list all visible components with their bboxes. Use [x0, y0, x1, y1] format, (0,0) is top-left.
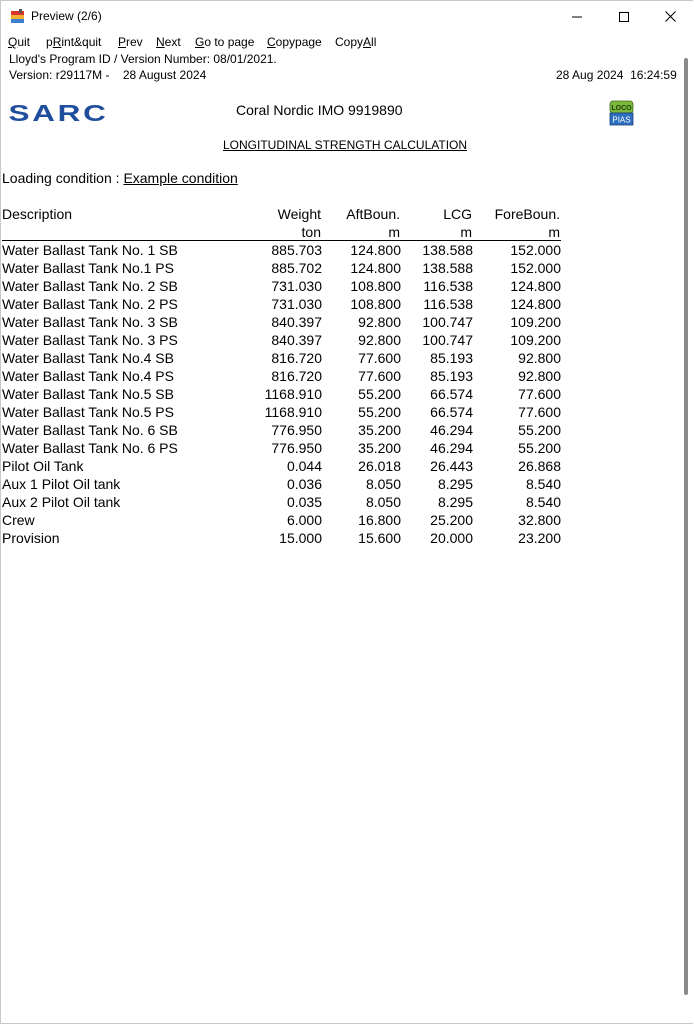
pias-logo-text: PIAS — [612, 115, 631, 125]
table-cell: 35.200 — [358, 422, 401, 438]
menu-copyall[interactable] — [335, 35, 376, 49]
scrollbar-thumb[interactable] — [684, 58, 688, 995]
table-cell: Water Ballast Tank No.1 PS — [2, 260, 174, 276]
menu-goto-post: o to page — [204, 35, 255, 49]
table-cell: 885.703 — [271, 242, 322, 258]
table-cell: 124.800 — [350, 242, 401, 258]
table-cell: 85.193 — [430, 350, 473, 366]
table-cell: 66.574 — [430, 386, 473, 402]
table-row — [2, 241, 561, 259]
table-cell: 0.035 — [286, 494, 322, 510]
table-cell: 35.200 — [358, 440, 401, 456]
table-cell: Water Ballast Tank No. 6 PS — [2, 440, 178, 456]
table-cell: 1168.910 — [264, 404, 322, 420]
table-cell: 8.540 — [525, 494, 561, 510]
calculation-title: LONGITUDINAL STRENGTH CALCULATION — [223, 138, 468, 152]
table-cell: 15.000 — [279, 530, 322, 546]
table-row — [2, 367, 561, 385]
table-cell: Aux 1 Pilot Oil tank — [2, 476, 121, 492]
table-cell: 0.044 — [286, 458, 322, 474]
table-cell: 55.200 — [518, 440, 561, 456]
table-cell: 85.193 — [430, 368, 473, 384]
loco-logo-text: LOCO — [611, 105, 632, 112]
table-cell: 776.950 — [271, 422, 322, 438]
table-cell: 100.747 — [422, 332, 473, 348]
table-cell: Water Ballast Tank No. 3 PS — [2, 332, 178, 348]
table-row — [2, 421, 561, 439]
menu-quit-key: Q — [8, 35, 18, 49]
table-cell: 20.000 — [430, 530, 473, 546]
menu-copyall-pre: Copy — [335, 35, 364, 49]
table-cell: 124.800 — [510, 278, 561, 294]
minimize-icon — [572, 12, 582, 22]
table-cell: 731.030 — [271, 278, 322, 294]
table-cell: Pilot Oil Tank — [2, 458, 84, 474]
table-cell: 23.200 — [518, 530, 561, 546]
table-cell: 116.538 — [423, 278, 473, 294]
table-cell: 8.050 — [365, 494, 401, 510]
table-row — [2, 313, 561, 331]
menu-quit[interactable] — [8, 35, 30, 49]
table-cell: 816.720 — [271, 350, 322, 366]
menu-print-post: int&quit — [61, 35, 102, 49]
table-cell: 26.018 — [358, 458, 401, 474]
menu-print-key: R — [52, 35, 62, 49]
table-row — [2, 511, 561, 529]
program-id: Lloyd's Program ID / Version Number: 08/01/2021. — [9, 52, 277, 66]
table-cell: 100.747 — [422, 314, 473, 330]
menu-copyall-post: ll — [371, 35, 377, 49]
table-cell: Provision — [2, 530, 60, 546]
col-head-aftboun: AftBoun. — [346, 206, 400, 222]
table-cell: 840.397 — [271, 332, 322, 348]
table-cell: 55.200 — [358, 386, 401, 402]
menu-quit-post: uit — [17, 35, 31, 49]
table-row — [2, 277, 561, 295]
table-cell: 92.800 — [358, 314, 401, 330]
table-row — [2, 457, 561, 475]
title-bar[interactable] — [1, 1, 693, 32]
table-cell: 138.588 — [422, 242, 473, 258]
table-cell: 66.574 — [430, 404, 473, 420]
strength-table-body — [2, 241, 561, 547]
col-head-foreboun: ForeBoun. — [494, 206, 560, 222]
menu-prev[interactable] — [118, 35, 143, 49]
report-page — [2, 51, 680, 1023]
table-cell: 55.200 — [518, 422, 561, 438]
table-cell: 152.000 — [510, 242, 561, 258]
table-cell: Aux 2 Pilot Oil tank — [2, 494, 121, 510]
unit-foreboun: m — [548, 224, 560, 240]
loading-condition-label: Loading condition : — [2, 170, 124, 186]
close-icon — [665, 11, 676, 22]
table-cell: 840.397 — [271, 314, 322, 330]
sarc-logo-text: SARC — [8, 103, 109, 123]
table-cell: Crew — [2, 512, 35, 528]
minimize-button[interactable] — [554, 1, 600, 32]
table-cell: 46.294 — [430, 440, 473, 456]
menu-print-and-quit[interactable] — [46, 35, 101, 49]
app-icon — [10, 9, 25, 24]
menu-next-post: ext — [164, 35, 181, 49]
table-cell: 77.600 — [518, 386, 561, 402]
table-cell: 26.868 — [518, 458, 561, 474]
table-cell: 152.000 — [510, 260, 561, 276]
table-cell: 124.800 — [510, 296, 561, 312]
table-row — [2, 331, 561, 349]
table-cell: 816.720 — [271, 368, 322, 384]
table-cell: Water Ballast Tank No.4 PS — [2, 368, 174, 384]
table-cell: 92.800 — [358, 332, 401, 348]
loading-condition — [2, 170, 238, 186]
table-cell: 1168.910 — [264, 386, 322, 402]
table-cell: 16.800 — [358, 512, 401, 528]
menu-goto-key: G — [195, 35, 205, 49]
ship-title: Coral Nordic IMO 9919890 — [236, 102, 403, 118]
sarc-logo — [8, 103, 109, 123]
menu-go-to-page[interactable] — [195, 35, 254, 49]
version-line: Version: r29117M - 28 August 2024 — [9, 68, 207, 82]
table-row — [2, 493, 561, 511]
report-datetime: 28 Aug 2024 16:24:59 — [556, 68, 677, 82]
vertical-scrollbar[interactable] — [681, 51, 693, 1023]
table-cell: Water Ballast Tank No. 2 PS — [2, 296, 178, 312]
strength-table — [2, 241, 561, 547]
table-cell: 0.036 — [286, 476, 322, 492]
col-head-lcg: LCG — [443, 206, 472, 222]
table-cell: 15.600 — [358, 530, 401, 546]
table-cell: 108.800 — [350, 278, 401, 294]
loading-condition-value: Example condition — [123, 170, 238, 186]
col-head-weight: Weight — [277, 206, 321, 222]
maximize-button[interactable] — [601, 1, 647, 32]
table-row — [2, 439, 561, 457]
table-cell: 25.200 — [430, 512, 473, 528]
table-cell: 77.600 — [358, 350, 401, 366]
menu-prev-key: P — [118, 35, 127, 49]
unit-lcg: m — [460, 224, 472, 240]
menu-prev-post: rev — [126, 35, 143, 49]
table-cell: 77.600 — [358, 368, 401, 384]
table-row — [2, 259, 561, 277]
table-cell: 92.800 — [518, 350, 561, 366]
close-button[interactable] — [647, 1, 693, 32]
table-cell: Water Ballast Tank No. 1 SB — [2, 242, 178, 258]
table-cell: 55.200 — [358, 404, 401, 420]
table-cell: 46.294 — [430, 422, 473, 438]
menu-next[interactable] — [156, 35, 181, 49]
unit-aftboun: m — [388, 224, 400, 240]
menu-bar — [1, 32, 693, 52]
table-row — [2, 529, 561, 547]
loco-pias-logo — [609, 100, 634, 126]
maximize-icon — [619, 12, 629, 22]
menu-copypage-key: C — [267, 35, 276, 49]
table-cell: 776.950 — [271, 440, 322, 456]
table-row — [2, 295, 561, 313]
unit-weight: ton — [301, 224, 321, 240]
table-row — [2, 403, 561, 421]
table-cell: 116.538 — [423, 296, 473, 312]
table-cell: 731.030 — [271, 296, 322, 312]
table-cell: Water Ballast Tank No. 6 SB — [2, 422, 178, 438]
window-title: Preview (2/6) — [31, 9, 102, 23]
table-cell: 124.800 — [350, 260, 401, 276]
table-row — [2, 349, 561, 367]
table-cell: 8.295 — [437, 494, 473, 510]
table-cell: Water Ballast Tank No.4 SB — [2, 350, 174, 366]
table-cell: 885.702 — [271, 260, 322, 276]
table-cell: 8.540 — [525, 476, 561, 492]
table-cell: Water Ballast Tank No. 2 SB — [2, 278, 178, 294]
table-cell: 109.200 — [510, 332, 561, 348]
table-cell: 8.295 — [437, 476, 473, 492]
table-cell: 77.600 — [518, 404, 561, 420]
table-cell: 32.800 — [518, 512, 561, 528]
table-row — [2, 475, 561, 493]
table-cell: 108.800 — [350, 296, 401, 312]
menu-copypage[interactable] — [267, 35, 322, 49]
menu-copypage-post: opypage — [275, 35, 322, 49]
table-cell: 26.443 — [430, 458, 473, 474]
menu-next-key: N — [156, 35, 165, 49]
table-cell: 138.588 — [422, 260, 473, 276]
menu-copyall-key: A — [363, 35, 372, 49]
table-cell: 92.800 — [518, 368, 561, 384]
col-head-description: Description — [2, 206, 73, 222]
table-cell: Water Ballast Tank No.5 SB — [2, 386, 174, 402]
table-cell: Water Ballast Tank No. 3 SB — [2, 314, 178, 330]
table-row — [2, 385, 561, 403]
menu-print-pre: p — [46, 35, 53, 49]
table-cell: Water Ballast Tank No.5 PS — [2, 404, 174, 420]
table-cell: 8.050 — [365, 476, 401, 492]
table-cell: 6.000 — [286, 512, 322, 528]
table-cell: 109.200 — [510, 314, 561, 330]
